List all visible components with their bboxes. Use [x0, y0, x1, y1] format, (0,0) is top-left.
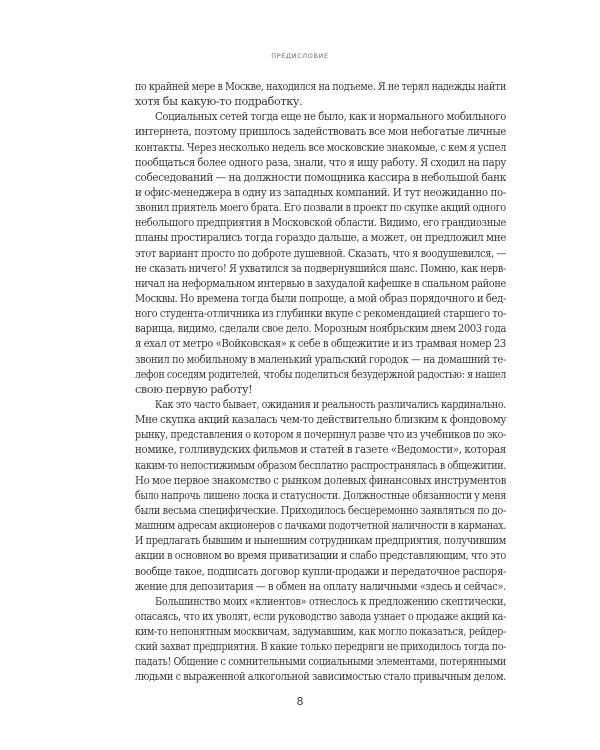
text-line: этот вариант просто по доброте душевной. Сказать, что я воодушевился, — [135, 246, 506, 260]
text-line: хотя бы какую-то подработку. [135, 95, 303, 109]
text-line: не сказать ничего! Я ухватился за подвернувшийся шанс. Помню, как нерв- [135, 261, 506, 275]
text-line: было напрочь лишено лоска и статусности. Должностные обязанности у меня [135, 488, 506, 502]
text-line: падать! Общение с сомнительными социальными элементами, потерянными [135, 655, 506, 669]
text-line: ский захват предприятия. В какие только передряги не приходилось тогда по- [135, 640, 506, 654]
text-line: опасаясь, что их уволят, если руководство завода узнает о продаже акций ка- [135, 609, 506, 623]
text-line: ничал на неформальном интервью в захудалой кафешке в спальном районе [135, 276, 506, 290]
text-line: звонил приятель моего брата. Его позвали в проект по скупке акций одного [135, 201, 506, 215]
paragraph [135, 109, 506, 397]
text-line: Мне скупка акций казалась чем-то действительно близким к фондовому [135, 413, 506, 427]
text-line: собеседований — на должности помощника кассира в небольшой банк [135, 170, 506, 184]
text-line: акции в основном во время приватизации и слабо представляющим, что это [135, 549, 506, 563]
text-line: Москвы. Но времена тогда были попроще, а мой образ порядочного и бед- [135, 291, 506, 305]
text-line: и офис-менеджера в одну из западных компаний. И тут неожиданно по- [135, 185, 506, 199]
text-line: Но мое первое знакомство с рынком долевых финансовых инструментов [135, 473, 506, 487]
text-line: Как это часто бывает, ожидания и реальность различались кардинально. [155, 397, 506, 411]
text-line: контакты. Через несколько недель все московские знакомые, с кем я успел [135, 140, 506, 154]
body-text [135, 79, 506, 685]
text-line: были весьма специфические. Приходилось бесцеремонно заявляться по до- [135, 503, 506, 517]
text-line: небольшого предприятия в Московской области. Видимо, его грандиозные [135, 216, 506, 230]
text-line: Большинство моих «клиентов» отнеслось к предложению скептически, [155, 594, 506, 608]
text-line: свою первую работу! [135, 382, 253, 396]
text-line: жение для депозитария — в обмен на оплату наличными «здесь и сейчас». [135, 579, 506, 593]
paragraph [135, 79, 506, 109]
page-number: 8 [296, 695, 304, 708]
paragraph [135, 594, 506, 685]
text-line: по крайней мере в Москве, находился на подъеме. Я не терял надежды найти [135, 80, 506, 93]
text-line: планы простирались тогда гораздо дальше, а может, он предложил мне [135, 231, 506, 245]
text-line: машним адресам акционеров с пачками подотчетной наличности в карманах. [135, 519, 506, 533]
text-line: ким-то непонятным москвичам, задумавшим, как могло показаться, рейдер- [135, 625, 506, 639]
text-line: интернета, поэтому пришлось задействовать все мои небогатые личные [135, 125, 506, 139]
text-line: ного студента-отличника из глубинки вкупе с рекомендацией старшего то- [135, 307, 506, 321]
text-line: каким-то непостижимым образом бесплатно распространялась в общежитии. [135, 458, 506, 472]
text-line: я ехал от метро «Войковская» к себе в общежитие и из трамвая номер 23 [135, 337, 506, 351]
text-line: людьми с выраженной алкогольной зависимостью стало привычным делом. [135, 670, 506, 684]
text-line: номике, голливудских фильмов и статей в газете «Ведомости», которая [135, 443, 506, 457]
text-line: пообщаться более одного раза, знали, что я ищу работу. Я сходил на пару [135, 155, 506, 169]
paragraph [135, 397, 506, 594]
text-line: лефон соседям родителей, чтобы поделиться безудержной радостью: я нашел [135, 367, 506, 381]
text-line: звонил по мобильному в маленький уральский городок — на домашний те- [135, 352, 506, 366]
text-line: Социальных сетей тогда еще не было, как и нормального мобильного [155, 110, 506, 124]
text-line: варища, видимо, сделали свое дело. Морозным ноябрьским днем 2003 года [135, 322, 506, 336]
running-head: ПРЕДИСЛОВИЕ [271, 52, 329, 60]
text-line: вообще такое, подписать договор купли-продажи и передаточное распоря- [135, 564, 506, 578]
text-line: рынку, представления о котором я почерпнул разве что из учебников по эко- [135, 428, 506, 442]
text-line: И предлагать бывшим и нынешним сотрудникам предприятия, получившим [135, 534, 506, 548]
